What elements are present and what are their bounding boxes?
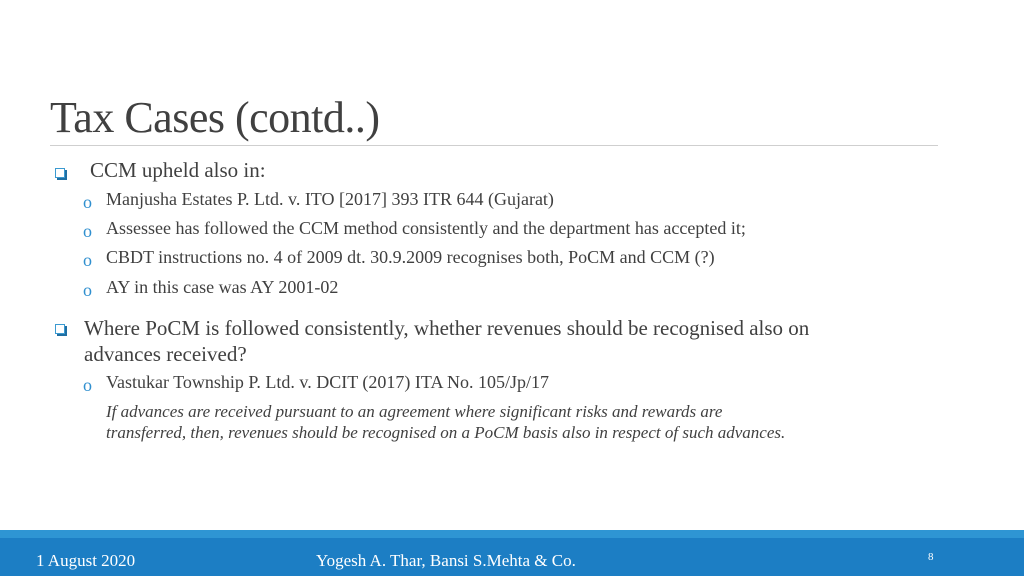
bullet-2-subitem: Vastukar Township P. Ltd. v. DCIT (2017) ITA No. 105/Jp/17 [106,372,549,392]
bullet-1-subitem: Assessee has followed the CCM method consistently and the department has accepted it; [106,218,746,238]
case-summary-line1: If advances are received pursuant to an agreement where significant risks and rewards are [106,402,723,421]
bullet-2-text-line2: advances received? [84,342,247,366]
square-bullet-icon [55,168,65,178]
circle-bullet-icon: o [83,221,92,241]
footer-author: Yogesh A. Thar, Bansi S.Mehta & Co. [316,551,576,570]
circle-bullet-icon: o [83,250,92,270]
bullet-1-subitem: Manjusha Estates P. Ltd. v. ITO [2017] 393 ITR 644 (Gujarat) [106,189,554,209]
case-summary-line2: transferred, then, revenues should be recognised on a PoCM basis also in respect of such advances. [106,423,786,442]
bullet-1-subitem: CBDT instructions no. 4 of 2009 dt. 30.9.2009 recognises both, PoCM and CCM (?) [106,247,715,267]
footer-date: 1 August 2020 [36,551,136,570]
slide-title: Tax Cases (contd..) [50,93,380,142]
title-divider [50,145,938,146]
square-bullet-icon [55,324,65,334]
bullet-2-text-line1: Where PoCM is followed consistently, whether revenues should be recognised also on [84,316,810,340]
bullet-1-text: CCM upheld also in: [90,158,266,182]
footer-accent-bar [0,530,1024,538]
circle-bullet-icon: o [83,192,92,212]
page-number: 8 [928,551,934,563]
bullet-1-subitem: AY in this case was AY 2001-02 [106,277,339,297]
circle-bullet-icon: o [83,280,92,300]
circle-bullet-icon: o [83,375,92,395]
